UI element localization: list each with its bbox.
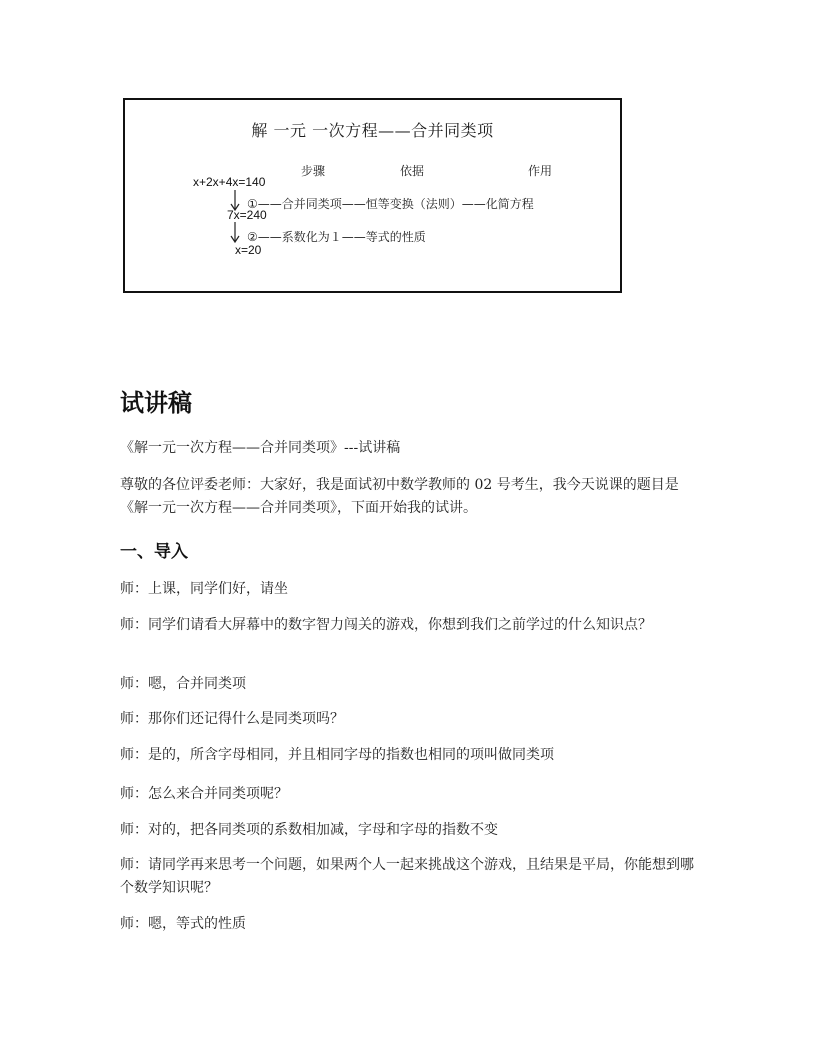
paragraph: 师：嗯，合并同类项	[120, 676, 246, 692]
step-1: ①——合并同类项——恒等变换（法则）——化简方程	[247, 197, 534, 211]
blackboard-figure	[123, 98, 622, 293]
paragraph: 师：嗯，等式的性质	[120, 916, 246, 932]
section-heading: 一、导入	[120, 542, 188, 562]
page-title: 试讲稿	[120, 389, 192, 417]
paragraph: 师：是的，所含字母相同，并且相同字母的指数也相同的项叫做同类项	[120, 747, 554, 763]
step-2: ②——系数化为１——等式的性质	[247, 230, 426, 244]
equation-2: 7x=240	[227, 208, 267, 222]
subtitle: 《解一元一次方程——合并同类项》---试讲稿	[120, 440, 401, 456]
board-title: 解 一元 一次方程——合并同类项	[251, 121, 494, 140]
down-arrow-icon	[229, 222, 241, 244]
paragraph: 师：怎么来合并同类项呢？	[120, 786, 288, 802]
header-steps: 步骤	[301, 164, 326, 178]
header-purpose: 作用	[528, 164, 553, 178]
paragraph: 师：同学们请看大屏幕中的数字智力闯关的游戏，你想到我们之前学过的什么知识点？	[120, 617, 652, 633]
paragraph: 师：请同学再来思考一个问题，如果两个人一起来挑战这个游戏，且结果是平局，你能想到哪个数学知识呢？	[120, 857, 694, 896]
paragraph: 师：上课，同学们好，请坐	[120, 581, 288, 597]
paragraph: 师：那你们还记得什么是同类项吗？	[120, 711, 344, 727]
intro-paragraph: 尊敬的各位评委老师：大家好，我是面试初中数学教师的 02 号考生，我今天说课的题目是《解一元一次方程——合并同类项》，下面开始我的试讲。	[120, 477, 679, 516]
equation-3: x=20	[235, 243, 262, 257]
paragraph: 师：对的，把各同类项的系数相加减，字母和字母的指数不变	[120, 822, 498, 838]
equation-1: x+2x+4x=140	[193, 175, 266, 189]
header-basis: 依据	[400, 164, 425, 178]
